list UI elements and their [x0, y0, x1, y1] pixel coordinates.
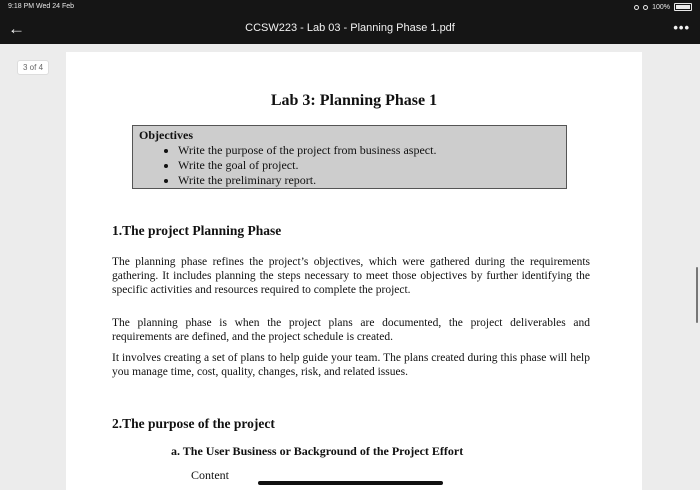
document-title: CCSW223 - Lab 03 - Planning Phase 1.pdf [245, 22, 455, 34]
status-bar [0, 0, 700, 14]
battery-icon [674, 3, 692, 11]
rotation-lock-icon [634, 5, 639, 10]
home-indicator[interactable] [258, 481, 443, 485]
back-arrow-icon[interactable]: ← [8, 19, 25, 38]
objective-item: • Write the purpose of the project from business aspect. [178, 143, 560, 158]
status-icons [634, 3, 692, 11]
objectives-heading: Objectives [139, 128, 193, 142]
page-title: Lab 3: Planning Phase 1 [270, 92, 438, 109]
paragraph: It involves creating a set of plans to help guide your team. The plans created during this phase will help you manage time, cost, quality, changes, risk, and related issues. [112, 352, 590, 378]
objective-item: • Write the goal of project. [178, 158, 560, 173]
subsection-heading: a. The User Business or Background of the Project Effort [171, 444, 464, 458]
status-time: 9:18 PM Wed 24 Feb [8, 3, 75, 10]
content-label: Content [191, 468, 229, 482]
objectives-box [132, 125, 567, 189]
scrollbar-thumb[interactable] [696, 267, 698, 323]
document-toolbar [0, 14, 700, 44]
more-options-icon[interactable]: ••• [673, 20, 690, 35]
section-heading: 2.The purpose of the project [112, 416, 275, 431]
page-indicator: 3 of 4 [17, 60, 49, 75]
battery-percentage: 100% [652, 3, 670, 11]
do-not-disturb-icon [643, 5, 648, 10]
objective-item: • Write the preliminary report. [178, 173, 560, 188]
objectives-list [139, 143, 560, 188]
paragraph: The planning phase refines the project’s objectives, which were gathered during the requirements gathering. It includes planning the steps necessary to meet those objectives by further identifying the specific activities and resources required to complete the project. [112, 256, 590, 296]
section-heading: 1.The project Planning Phase [112, 223, 282, 238]
pdf-page [66, 52, 642, 490]
paragraph: The planning phase is when the project plans are documented, the project deliverables and requirements are defined, and the project schedule is created. [112, 317, 590, 343]
